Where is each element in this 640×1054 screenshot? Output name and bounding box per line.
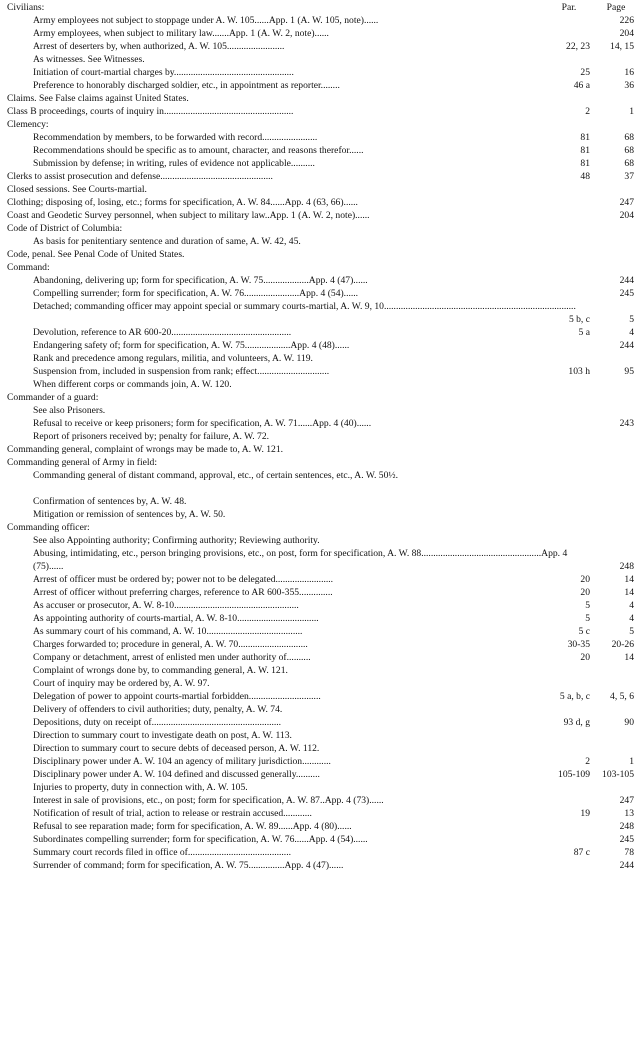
entry-text: Subordinates compelling surrender; form for specification, A. W. 76......App. 4 (54)...... — [33, 834, 368, 845]
entry-text: As accuser or prosecutor, A. W. 8-10.................................................... — [33, 600, 299, 611]
entry-page: 1 — [629, 106, 634, 117]
entry-text: Arrest of officer without preferring charges, reference to AR 600-355.............. — [33, 587, 333, 598]
index-entry — [0, 222, 640, 235]
entry-text: Complaint of wrongs done by, to commanding general, A. W. 121. — [33, 665, 288, 676]
entry-text: Code, penal. See Penal Code of United States. — [7, 249, 185, 260]
entry-page: 226 — [619, 15, 634, 26]
index-entry — [0, 690, 640, 703]
entry-text: Preference to honorably discharged soldier, etc., in appointment as reporter........ — [33, 80, 340, 91]
entry-text: Claims. See False claims against United States. — [7, 93, 189, 104]
index-entry — [0, 157, 640, 170]
entry-text: Confirmation of sentences by, A. W. 48. — [33, 496, 187, 507]
entry-text: Clerks to assist prosecution and defense............................................... — [7, 171, 273, 182]
header-page: Page — [606, 2, 626, 13]
entry-text: Submission by defense; in writing, rules of evidence not applicable.......... — [33, 158, 315, 169]
entry-text: Injuries to property, duty in connection with, A. W. 105. — [33, 782, 248, 793]
entry-text: Notification of result of trial, action to release or restrain accused............ — [33, 808, 312, 819]
entry-page: 204 — [619, 28, 634, 39]
entry-page: 5 — [629, 626, 634, 637]
index-entry — [0, 339, 640, 352]
entry-text: Compelling surrender; form for specification, A. W. 76.......................App. 4 (54)...... — [33, 288, 359, 299]
index-entry — [0, 118, 640, 131]
entry-text: Refusal to receive or keep prisoners; form for specification, A. W. 71......App. 4 (40)...... — [33, 418, 372, 429]
entry-text: Company or detachment, arrest of enlisted men under authority of.......... — [33, 652, 311, 663]
entry-paragraph: 5 — [585, 613, 590, 624]
entry-text: Commanding general of distant command, approval, etc., of certain sentences, etc., A. W. 50½. — [33, 470, 398, 481]
index-entry — [0, 625, 640, 638]
index-entry — [0, 209, 640, 222]
entry-text: Summary court records filed in office of........................................... — [33, 847, 292, 858]
entry-text: Coast and Geodetic Survey personnel, when subject to military law..App. 1 (A. W. 2, note)...... — [7, 210, 370, 221]
entry-text: Class B proceedings, courts of inquiry in...................................................... — [7, 106, 294, 117]
entry-text: Recommendation by members, to be forwarded with record....................... — [33, 132, 318, 143]
entry-page: 5 — [629, 314, 634, 325]
entry-paragraph: 20 — [580, 587, 590, 598]
index-entry — [0, 287, 640, 300]
index-entry — [0, 534, 640, 547]
entry-text: Refusal to see reparation made; form for specification, A. W. 89......App. 4 (80)...... — [33, 821, 352, 832]
entry-text: Arrest of deserters by, when authorized, A. W. 105........................ — [33, 41, 285, 52]
entry-paragraph: 2 — [585, 106, 590, 117]
entry-page: 68 — [624, 158, 634, 169]
index-entry — [0, 638, 640, 651]
entry-paragraph: 5 a, b, c — [559, 691, 590, 702]
entry-text: Commanding general, complaint of wrongs may be made to, A. W. 121. — [7, 444, 284, 455]
index-entry — [0, 144, 640, 157]
index-entry — [0, 261, 640, 274]
index-entry — [0, 391, 640, 404]
entry-page: 68 — [624, 145, 634, 156]
entry-page: 13 — [624, 808, 634, 819]
entry-text: Mitigation or remission of sentences by, A. W. 50. — [33, 509, 226, 520]
entry-paragraph: 87 c — [573, 847, 590, 858]
entry-page: 14 — [624, 652, 634, 663]
index-entry — [0, 66, 640, 79]
entry-text: See also Prisoners. — [33, 405, 106, 416]
index-entry — [0, 27, 640, 40]
entry-text: Clemency: — [7, 119, 49, 130]
index-entry — [0, 781, 640, 794]
index-entry — [0, 495, 640, 508]
entry-page: 37 — [624, 171, 634, 182]
index-entry — [0, 40, 640, 53]
index-entry — [0, 573, 640, 586]
entry-page: 244 — [619, 860, 634, 871]
entry-page: 14, 15 — [610, 41, 634, 52]
entry-paragraph: 5 b, c — [568, 314, 590, 325]
entry-text: Abusing, intimidating, etc., person bringing provisions, etc., on post, form for specification, A. W. 88..................................................App. 4 (75)...... — [33, 548, 568, 572]
index-entry — [0, 846, 640, 859]
index-entry — [0, 79, 640, 92]
entry-paragraph: 81 — [580, 158, 590, 169]
entry-text: Arrest of officer must be ordered by; power not to be delegated........................ — [33, 574, 334, 585]
entry-text: Depositions, duty on receipt of...................................................... — [33, 717, 282, 728]
entry-text: Clothing; disposing of, losing, etc.; forms for specification, A. W. 84......App. 4 (63, 66)...... — [7, 197, 358, 208]
index-entry — [0, 443, 640, 456]
entry-page: 14 — [624, 574, 634, 585]
index-entry — [0, 547, 640, 573]
index-entries — [0, 14, 640, 872]
entry-text: Abandoning, delivering up; form for specification, A. W. 75...................App. 4 (47)...... — [33, 275, 368, 286]
entry-paragraph: 81 — [580, 145, 590, 156]
entry-paragraph: 46 a — [573, 80, 590, 91]
entry-paragraph: 2 — [585, 756, 590, 767]
index-entry — [0, 326, 640, 339]
entry-page: 36 — [624, 80, 634, 91]
index-entry — [0, 703, 640, 716]
index-entry — [0, 53, 640, 66]
entry-text: See also Appointing authority; Confirming authority; Reviewing authority. — [33, 535, 320, 546]
entry-paragraph: 22, 23 — [566, 41, 590, 52]
index-entry — [0, 755, 640, 768]
entry-page: 244 — [619, 275, 634, 286]
index-entry — [0, 365, 640, 378]
entry-page: 4 — [629, 613, 634, 624]
index-header — [0, 0, 640, 14]
entry-text: As summary court of his command, A. W. 10........................................ — [33, 626, 303, 637]
index-entry — [0, 794, 640, 807]
entry-text: Disciplinary power under A. W. 104 an agency of military jurisdiction............ — [33, 756, 331, 767]
header-par: Par. — [561, 2, 577, 13]
index-entry — [0, 599, 640, 612]
entry-text: As appointing authority of courts-martial, A. W. 8-10.................................. — [33, 613, 319, 624]
entry-text: Army employees not subject to stoppage under A. W. 105......App. 1 (A. W. 105, note)...... — [33, 15, 379, 26]
entry-text: Direction to summary court to secure debts of deceased person, A. W. 112. — [33, 743, 320, 754]
entry-page: 245 — [619, 288, 634, 299]
index-entry — [0, 612, 640, 625]
index-entry — [0, 859, 640, 872]
entry-page: 78 — [624, 847, 634, 858]
entry-page: 248 — [619, 561, 634, 572]
entry-text: As witnesses. See Witnesses. — [33, 54, 145, 65]
index-entry — [0, 300, 640, 326]
entry-text: Detached; commanding officer may appoint special or summary courts-martial, A. W. 9, 10................................................................................ — [33, 301, 576, 312]
entry-page: 20-26 — [611, 639, 634, 650]
entry-text: Army employees, when subject to military law.......App. 1 (A. W. 2, note)...... — [33, 28, 329, 39]
index-entry — [0, 833, 640, 846]
index-entry — [0, 430, 640, 443]
entry-text: When different corps or commands join, A. W. 120. — [33, 379, 232, 390]
entry-text: Commanding officer: — [7, 522, 90, 533]
entry-page: 103-105 — [602, 769, 634, 780]
index-entry — [0, 768, 640, 781]
index-entry — [0, 716, 640, 729]
index-entry — [0, 742, 640, 755]
entry-paragraph: 5 c — [578, 626, 590, 637]
index-entry — [0, 586, 640, 599]
index-entry — [0, 352, 640, 365]
entry-text: Report of prisoners received by; penalty for failure, A. W. 72. — [33, 431, 270, 442]
entry-text: Devolution, reference to AR 600-20.................................................. — [33, 327, 292, 338]
index-entry — [0, 14, 640, 27]
entry-text: Direction to summary court to investigate death on post, A. W. 113. — [33, 730, 292, 741]
entry-page: 244 — [619, 340, 634, 351]
entry-paragraph: 20 — [580, 574, 590, 585]
entry-page: 90 — [624, 717, 634, 728]
index-entry — [0, 456, 640, 469]
entry-text: Commanding general of Army in field: — [7, 457, 158, 468]
entry-text: Court of inquiry may be ordered by, A. W. 97. — [33, 678, 210, 689]
entry-text: Recommendations should be specific as to amount, character, and reasons therefor...... — [33, 145, 364, 156]
entry-paragraph: 20 — [580, 652, 590, 663]
entry-paragraph: 81 — [580, 132, 590, 143]
entry-page: 4, 5, 6 — [610, 691, 634, 702]
index-entry — [0, 469, 640, 495]
entry-page: 68 — [624, 132, 634, 143]
entry-text: Interest in sale of provisions, etc., on post; form for specification, A. W. 87..App. 4 (73)...... — [33, 795, 384, 806]
entry-paragraph: 30-35 — [567, 639, 590, 650]
index-entry — [0, 105, 640, 118]
entry-paragraph: 5 a — [578, 327, 590, 338]
index-entry — [0, 183, 640, 196]
entry-text: Endangering safety of; form for specification, A. W. 75...................App. 4 (48)...... — [33, 340, 350, 351]
index-entry — [0, 651, 640, 664]
index-entry — [0, 92, 640, 105]
header-heading: Civilians: — [7, 2, 45, 13]
index-entry — [0, 235, 640, 248]
entry-page: 247 — [619, 197, 634, 208]
index-entry — [0, 248, 640, 261]
index-entry — [0, 196, 640, 209]
index-entry — [0, 131, 640, 144]
entry-page: 247 — [619, 795, 634, 806]
entry-text: Delivery of offenders to civil authorities; duty, penalty, A. W. 74. — [33, 704, 283, 715]
entry-page: 95 — [624, 366, 634, 377]
entry-text: Initiation of court-martial charges by.................................................. — [33, 67, 294, 78]
entry-page: 204 — [619, 210, 634, 221]
entry-paragraph: 48 — [580, 171, 590, 182]
entry-text: Disciplinary power under A. W. 104 defined and discussed generally.......... — [33, 769, 320, 780]
entry-page: 245 — [619, 834, 634, 845]
entry-page: 16 — [624, 67, 634, 78]
index-entry — [0, 417, 640, 430]
entry-page: 1 — [629, 756, 634, 767]
index-entry — [0, 378, 640, 391]
index-entry — [0, 404, 640, 417]
entry-text: Command: — [7, 262, 50, 273]
index-entry — [0, 820, 640, 833]
entry-text: Closed sessions. See Courts-martial. — [7, 184, 147, 195]
index-entry — [0, 170, 640, 183]
index-entry — [0, 508, 640, 521]
entry-page: 14 — [624, 587, 634, 598]
entry-text: Delegation of power to appoint courts-martial forbidden.............................. — [33, 691, 321, 702]
entry-text: Commander of a guard: — [7, 392, 99, 403]
entry-paragraph: 105-109 — [558, 769, 590, 780]
entry-paragraph: 19 — [580, 808, 590, 819]
entry-page: 4 — [629, 600, 634, 611]
index-entry — [0, 677, 640, 690]
index-entry — [0, 664, 640, 677]
index-entry — [0, 807, 640, 820]
entry-text: Rank and precedence among regulars, militia, and volunteers, A. W. 119. — [33, 353, 313, 364]
index-entry — [0, 521, 640, 534]
entry-page: 248 — [619, 821, 634, 832]
entry-text: Surrender of command; form for specification, A. W. 75...............App. 4 (47)...... — [33, 860, 344, 871]
entry-text: Charges forwarded to; procedure in general, A. W. 70............................. — [33, 639, 308, 650]
entry-paragraph: 93 d, g — [563, 717, 590, 728]
entry-text: As basis for penitentiary sentence and duration of same, A. W. 42, 45. — [33, 236, 301, 247]
entry-paragraph: 5 — [585, 600, 590, 611]
entry-page: 243 — [619, 418, 634, 429]
entry-paragraph: 25 — [580, 67, 590, 78]
index-entry — [0, 729, 640, 742]
index-entry — [0, 274, 640, 287]
entry-text: Code of District of Columbia: — [7, 223, 123, 234]
entry-text: Suspension from, included in suspension from rank; effect.............................. — [33, 366, 330, 377]
entry-page: 4 — [629, 327, 634, 338]
entry-paragraph: 103 h — [568, 366, 590, 377]
